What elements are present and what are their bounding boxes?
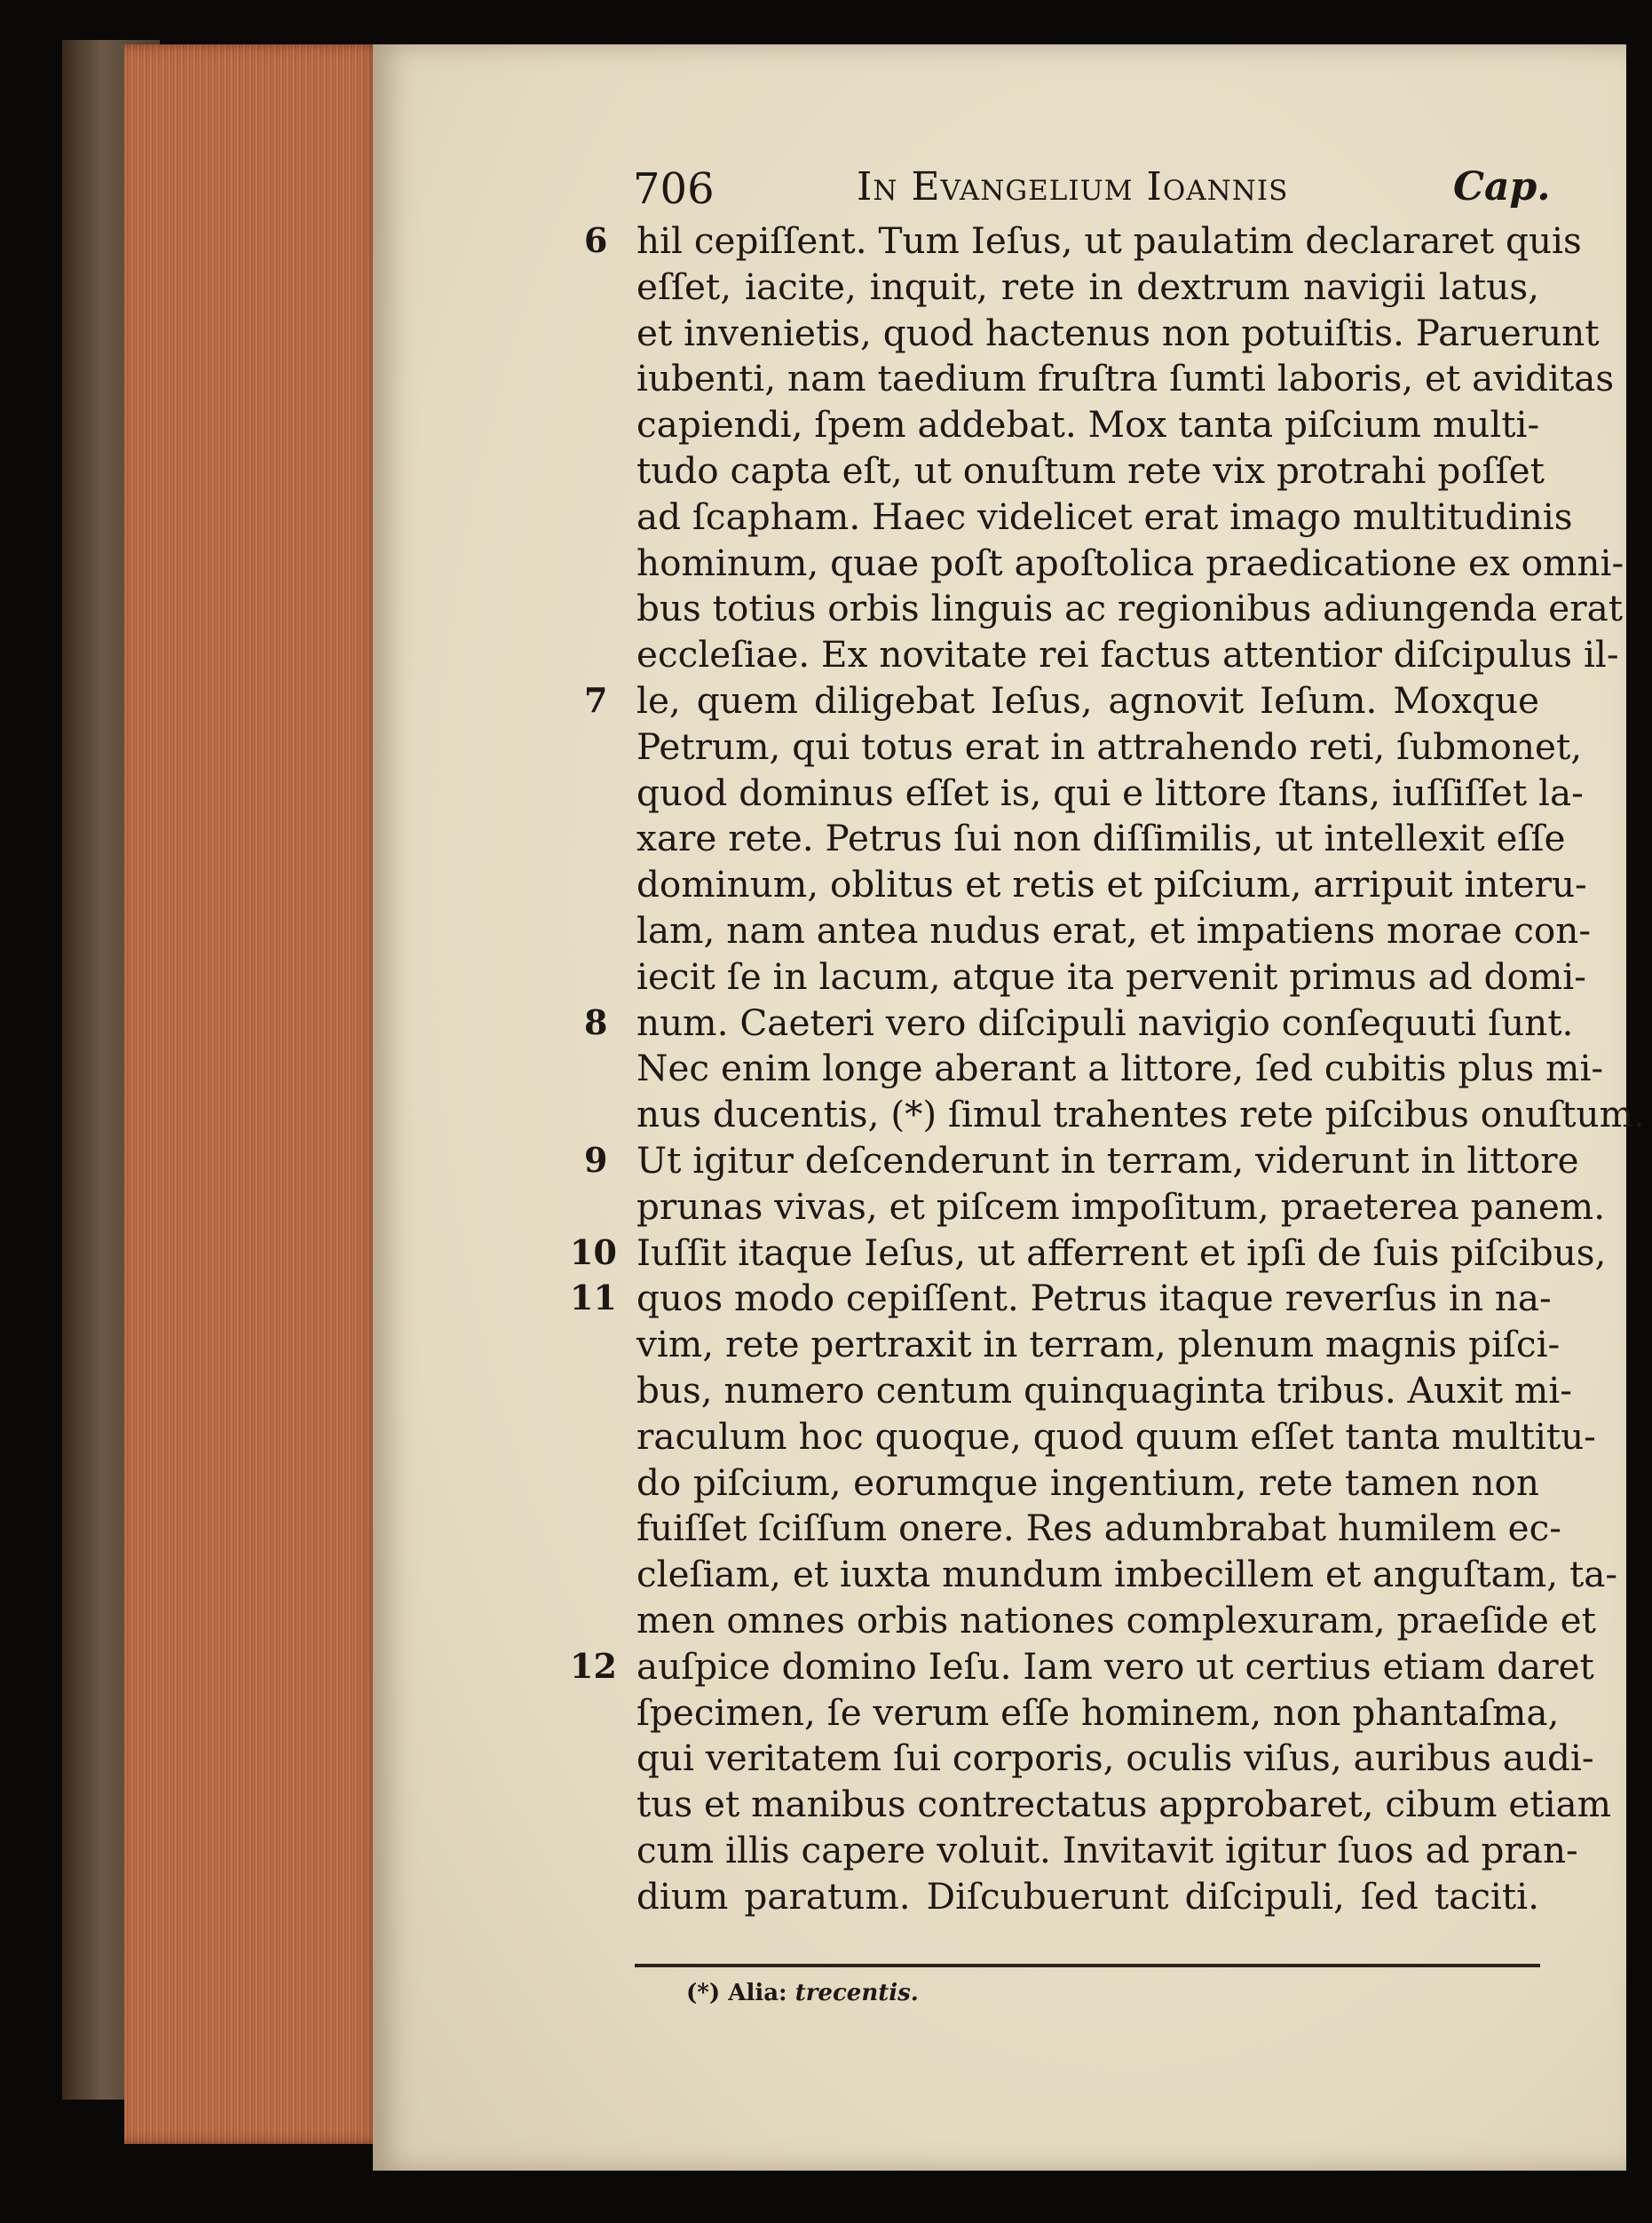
text-line: eſſet, iacite, inquit, rete in dextrum navigii latus, [636, 265, 1539, 308]
text-line: le, quem diligebat Ieſus, agnovit Ieſum. Moxque [636, 679, 1539, 722]
footnote-rule [635, 1964, 1540, 1967]
running-title: In Evangelium Ioannis [857, 164, 1289, 210]
text-line: ſpecimen, ſe verum eſſe hominem, non phantaſma, [636, 1690, 1560, 1734]
verse-number: 9 [584, 1140, 608, 1180]
text-line: fuiſſet ſciſſum onere. Res adumbrabat humilem ec- [636, 1507, 1561, 1550]
text-line: qui veritatem ſui corporis, oculis viſus, auribus audi- [636, 1736, 1594, 1780]
text-line: men omnes orbis nationes complexuram, praeſide et [636, 1599, 1596, 1642]
text-line: quod dominus eſſet is, qui e littore ſtans, iuſſiſſet la- [636, 771, 1584, 814]
text-line: prunas vivas, et piſcem impoſitum, praeterea panem. [636, 1184, 1606, 1228]
text-line: num. Caeteri vero diſcipuli navigio conſequuti ſunt. [636, 1001, 1574, 1044]
text-line: cleſiam, et iuxta mundum imbecillem et anguſtam, ta- [636, 1553, 1618, 1596]
verse-number: 8 [584, 1001, 608, 1042]
verse-number: 10 [570, 1231, 617, 1272]
text-line: ad ſcapham. Haec videlicet erat imago multitudinis [636, 494, 1573, 538]
text-line: nus ducentis, (*) ſimul trahentes rete piſcibus onuſtum. [636, 1093, 1645, 1136]
footnote-marker: (*) [686, 1980, 721, 2006]
text-line: iubenti, nam taedium fruſtra ſumti laboris, et aviditas [636, 357, 1615, 400]
verse-number: 7 [584, 680, 608, 720]
text-line: bus, numero centum quinquaginta tribus. Auxit mi- [636, 1369, 1572, 1412]
text-line: do piſcium, eorumque ingentium, rete tamen non [636, 1460, 1539, 1504]
text-line: capiendi, ſpem addebat. Mox tanta piſcium multi- [636, 403, 1540, 447]
text-line: Iuſſit itaque Ieſus, ut afferrent et ipſi de ſuis piſcibus, [636, 1230, 1607, 1274]
text-line: hil cepiſſent. Tum Ieſus, ut paulatim declararet quis [636, 219, 1582, 262]
chapter-mark: Cap. [1453, 164, 1551, 210]
text-line: raculum hoc quoque, quod quum eſſet tanta multitu- [636, 1414, 1596, 1458]
verse-number: 11 [570, 1278, 617, 1318]
footnote-text: trecentis. [794, 1980, 919, 2006]
text-line: Nec enim longe aberant a littore, ſed cubitis plus mi- [636, 1047, 1604, 1090]
footnote-label: Alia: [728, 1980, 787, 2006]
text-line: iecit ſe in lacum, atque ita pervenit primus ad domi- [636, 954, 1586, 998]
text-line: xare rete. Petrus ſui non diſſimilis, ut intellexit eſſe [636, 817, 1566, 860]
text-line: quos modo cepiſſent. Petrus itaque reverſus in na- [636, 1277, 1552, 1320]
text-line: bus totius orbis linguis ac regionibus adiungenda erat [636, 587, 1624, 630]
text-line: tudo capta eſt, ut onuſtum rete vix protrahi poſſet [636, 449, 1545, 492]
text-line: dominum, oblitus et retis et piſcium, arripuit interu- [636, 863, 1587, 906]
footnote [686, 1980, 919, 2006]
text-line: tus et manibus contrectatus approbaret, cibum etiam [636, 1783, 1612, 1826]
text-line: vim, rete pertraxit in terram, plenum magnis piſci- [636, 1323, 1561, 1366]
text-line: lam, nam antea nudus erat, et impatiens morae con- [636, 909, 1592, 952]
page-number: 706 [633, 164, 715, 214]
text-line: dium paratum. Diſcubuerunt diſcipuli, ſed taciti. [636, 1874, 1539, 1918]
text-line: auſpice domino Ieſu. Iam vero ut certius etiam daret [636, 1644, 1594, 1688]
text-line: Petrum, qui totus erat in attrahendo reti, ſubmonet, [636, 724, 1583, 768]
printed-page [373, 44, 1645, 2171]
verse-number: 6 [584, 220, 608, 260]
page-edges [124, 44, 382, 2144]
text-line: eccleſiae. Ex novitate rei factus attentior diſcipulus il- [636, 633, 1619, 676]
verse-number: 12 [570, 1645, 617, 1686]
text-line: et invenietis, quod hactenus non potuiſtis. Paruerunt [636, 311, 1600, 354]
text-line: Ut igitur deſcenderunt in terram, viderunt in littore [636, 1139, 1579, 1182]
text-line: cum illis capere voluit. Invitavit igitur ſuos ad pran- [636, 1829, 1578, 1871]
text-line: hominum, quae poſt apoſtolica praedicatione ex omni- [636, 541, 1624, 584]
